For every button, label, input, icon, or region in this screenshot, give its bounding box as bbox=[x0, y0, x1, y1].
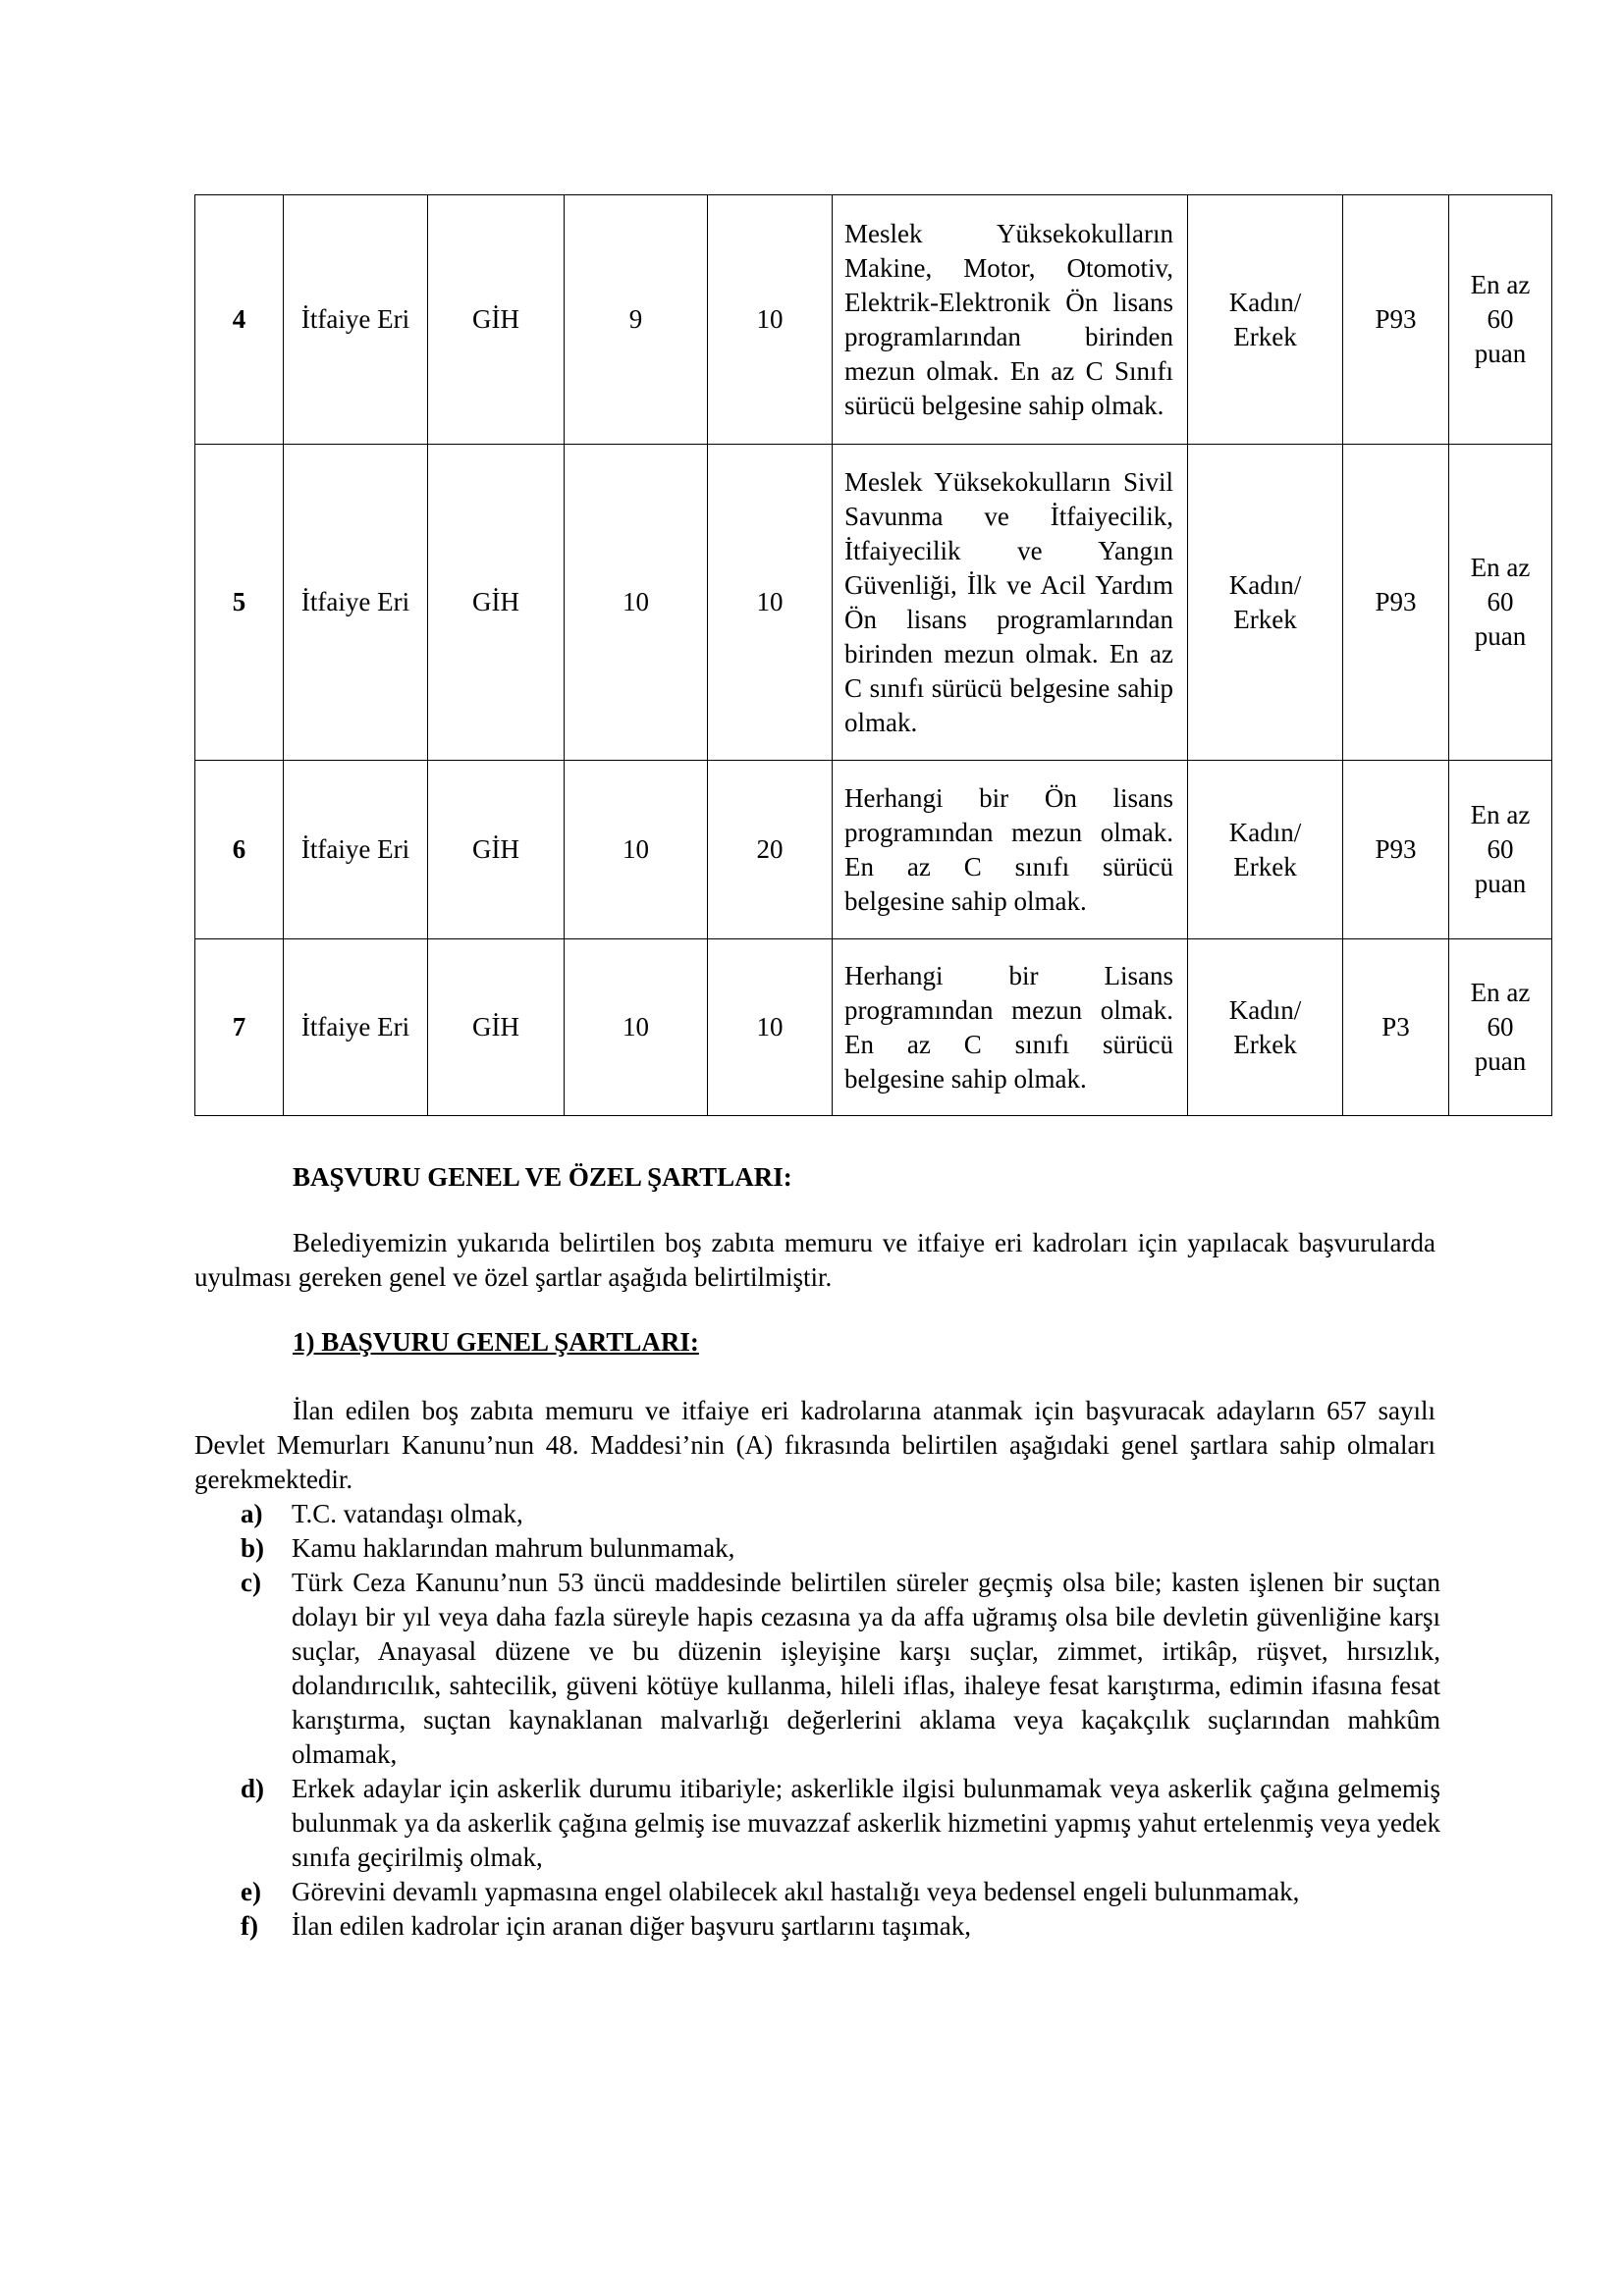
list-marker: a) bbox=[241, 1499, 263, 1528]
class-code: GİH bbox=[428, 939, 565, 1116]
section-title: BAŞVURU GENEL VE ÖZEL ŞARTLARI: bbox=[293, 1162, 792, 1192]
list-item bbox=[241, 1875, 1440, 1909]
class-code: GİH bbox=[428, 761, 565, 939]
requirements: Meslek Yüksekokulların Makine, Motor, Otomotiv, Elektrik-Elektronik Ön lisans programlarından birinden mezun olmak. En az C Sınıfı sürücü belgesine sahip olmak. bbox=[833, 195, 1188, 445]
list-text: İlan edilen kadrolar için aranan diğer başvuru şartlarını taşımak, bbox=[292, 1911, 971, 1941]
table-row bbox=[195, 195, 1552, 445]
table-row bbox=[195, 445, 1552, 761]
position-count: 10 bbox=[708, 445, 833, 761]
list-marker: e) bbox=[241, 1877, 261, 1906]
min-score: En az 60 puan bbox=[1449, 761, 1552, 939]
min-score: En az 60 puan bbox=[1449, 939, 1552, 1116]
position-title: İtfaiye Eri bbox=[284, 195, 428, 445]
class-code: GİH bbox=[428, 195, 565, 445]
degree: 10 bbox=[565, 761, 708, 939]
kpss-type: P93 bbox=[1343, 445, 1449, 761]
position-title: İtfaiye Eri bbox=[284, 761, 428, 939]
list-marker: d) bbox=[241, 1774, 265, 1803]
row-number: 5 bbox=[195, 445, 284, 761]
degree: 10 bbox=[565, 939, 708, 1116]
list-item bbox=[241, 1531, 1440, 1566]
position-title: İtfaiye Eri bbox=[284, 939, 428, 1116]
kpss-type: P93 bbox=[1343, 761, 1449, 939]
list-item bbox=[241, 1909, 1440, 1944]
list-text: Kamu haklarından mahrum bulunmamak, bbox=[292, 1533, 735, 1563]
positions-table bbox=[194, 194, 1552, 1116]
table-row bbox=[195, 939, 1552, 1116]
list-item bbox=[241, 1772, 1440, 1875]
min-score: En az 60 puan bbox=[1449, 445, 1552, 761]
list-marker: f) bbox=[241, 1911, 258, 1941]
conditions-list bbox=[241, 1497, 1440, 1944]
requirements: Meslek Yüksekokulların Sivil Savunma ve İtfaiyecilik, İtfaiyecilik ve Yangın Güvenliği, İlk ve Acil Yardım Ön lisans programlarından birinden mezun olmak. En az C sınıfı sürücü belgesine sahip olmak. bbox=[833, 445, 1188, 761]
general-conditions-title: 1) BAŞVURU GENEL ŞARTLARI: bbox=[293, 1327, 699, 1357]
list-marker: b) bbox=[241, 1533, 265, 1563]
gender: Kadın/ Erkek bbox=[1188, 939, 1343, 1116]
table-row bbox=[195, 761, 1552, 939]
kpss-type: P93 bbox=[1343, 195, 1449, 445]
kpss-type: P3 bbox=[1343, 939, 1449, 1116]
position-count: 10 bbox=[708, 939, 833, 1116]
list-text: T.C. vatandaşı olmak, bbox=[292, 1499, 523, 1528]
row-number: 7 bbox=[195, 939, 284, 1116]
gender: Kadın/ Erkek bbox=[1188, 195, 1343, 445]
requirements: Herhangi bir Lisans programından mezun olmak. En az C sınıfı sürücü belgesine sahip olmak. bbox=[833, 939, 1188, 1116]
min-score: En az 60 puan bbox=[1449, 195, 1552, 445]
row-number: 6 bbox=[195, 761, 284, 939]
degree: 10 bbox=[565, 445, 708, 761]
list-text: Erkek adaylar için askerlik durumu itibariyle; askerlikle ilgisi bulunmamak veya askerlik çağına gelmemiş bulunmak ya da askerlik çağına gelmiş ise muvazzaf askerlik hizmetini yapmış yahut ertelenmiş veya yedek sınıfa geçirilmiş olmak, bbox=[292, 1774, 1440, 1872]
degree: 9 bbox=[565, 195, 708, 445]
class-code: GİH bbox=[428, 445, 565, 761]
position-count: 10 bbox=[708, 195, 833, 445]
gender: Kadın/ Erkek bbox=[1188, 761, 1343, 939]
position-count: 20 bbox=[708, 761, 833, 939]
general-conditions-intro: İlan edilen boş zabıta memuru ve itfaiye eri kadrolarına atanmak için başvuracak adayların 657 sayılı Devlet Memurları Kanunu’nun 48. Maddesi’nin (A) fıkrasında belirtilen aşağıdaki genel şartlara sahip olmaları gerekmektedir. bbox=[194, 1396, 1435, 1494]
list-marker: c) bbox=[241, 1568, 261, 1597]
intro-paragraph: Belediyemizin yukarıda belirtilen boş zabıta memuru ve itfaiye eri kadroları için yapılacak başvurularda uyulması gereken genel ve özel şartlar aşağıda belirtilmiştir. bbox=[194, 1228, 1435, 1292]
list-item bbox=[241, 1566, 1440, 1772]
requirements: Herhangi bir Ön lisans programından mezun olmak. En az C sınıfı sürücü belgesine sahip olmak. bbox=[833, 761, 1188, 939]
list-item bbox=[241, 1497, 1440, 1531]
list-text: Görevini devamlı yapmasına engel olabilecek akıl hastalığı veya bedensel engeli bulunmamak, bbox=[292, 1877, 1300, 1906]
gender: Kadın/ Erkek bbox=[1188, 445, 1343, 761]
row-number: 4 bbox=[195, 195, 284, 445]
list-text: Türk Ceza Kanunu’nun 53 üncü maddesinde belirtilen süreler geçmiş olsa bile; kasten işlenen bir suçtan dolayı bir yıl veya daha fazla süreyle hapis cezasına ya da affa uğramış olsa bile devletin güvenliğine karşı suçlar, Anayasal düzene ve bu düzenin işleyişine karşı suçlar, zimmet, irtikâp, rüşvet, hırsızlık, dolandırıcılık, sahtecilik, güveni kötüye kullanma, hileli iflas, ihaleye fesat karıştırma, edimin ifasına fesat karıştırma, suçtan kaynaklanan malvarlığı değerlerini aklama veya kaçakçılık suçlarından mahkûm olmamak, bbox=[292, 1568, 1440, 1769]
position-title: İtfaiye Eri bbox=[284, 445, 428, 761]
